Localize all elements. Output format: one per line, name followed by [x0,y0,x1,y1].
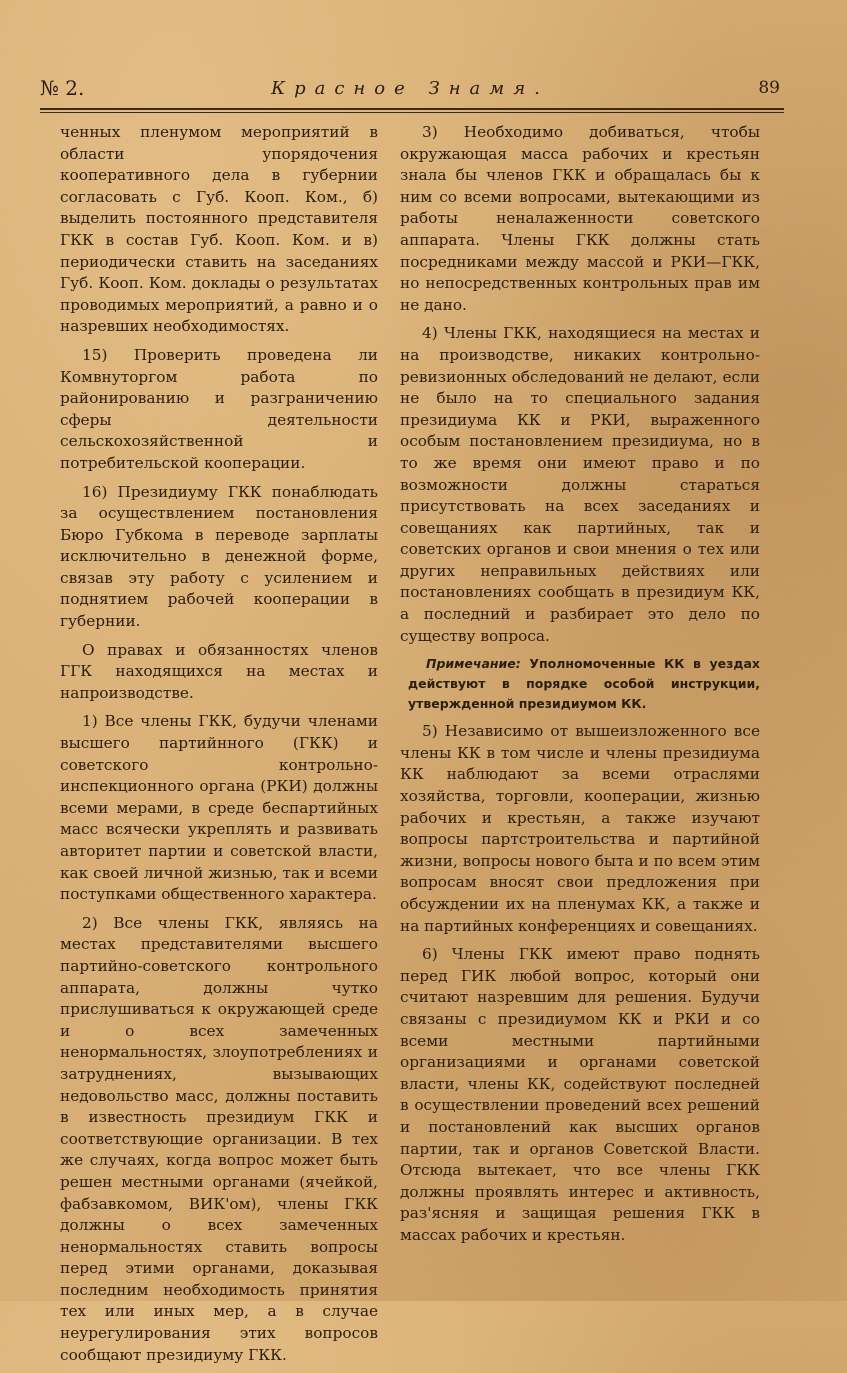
paragraph: 3) Необходимо добиваться, чтобы окружающая масса рабочих и крестьян знала бы членов ГКК и обращалась бы к ним со всеми вопросами, вытекающими из работы неналаженности советского аппарата. Члены ГКК должны стать посредниками между массой и РКИ—ГКК, но непосредственных контрольных прав им не дано. [400,123,760,314]
page-header [40,74,780,108]
paragraph: 15) Проверить проведена ли Комвнуторгом работа по районированию и разграничению сферы деятельности сельскохозяйственной и потребительской кооперации. [60,345,378,472]
paragraph: 16) Президиуму ГКК понаблюдать за осуществлением постановления Бюро Губкома в переводе зарплаты исключительно в денежной форме, связав эту работу с усилением и поднятием рабочей кооперации в губернии. [60,482,378,631]
right-column [400,122,760,1254]
header-rule-thin [40,112,784,113]
page-number: 89 [758,78,780,98]
paragraph: 2) Все члены ГКК, являясь на местах представителями высшего партийно-советского контрольного аппарата, должны чутко прислушиваться к окружающей среде и о всех замеченных ненормальностях, злоупотреблениях и затруднениях, вызывающих недовольство масс, должны поставить в известность президиум ГКК и соответствующие организации. В тех же случаях, когда вопрос может быть решен местными органами (ячейкой, фабзавкомом, ВИК'ом), члены ГКК должны о всех замеченных ненормальностях ставить вопросы перед этими органами, доказывая последним необходимость принятия тех или иных мер, а в случае неурегулирования этих вопросов сообщают президиуму ГКК. [60,913,378,1364]
paragraph: 6) Члены ГКК имеют право поднять перед ГИК любой вопрос, который они считают назревшим для решения. Будучи связаны с президиумом КК и РКИ и со всеми местными партийными организациями и органами советской власти, члены КК, содействуют последней в осуществлении проведений всех решений и постановлений как высших органов партии, так и органов Советской Власти. Отсюда вытекает, что все члены ГКК должны проявлять интерес и активность, раз'ясняя и защищая решения ГКК в массах рабочих и крестьян. [400,945,760,1244]
paragraph: 4) Члены ГКК, находящиеся на местах и на производстве, никаких контрольно-ревизионных обследований не делают, если не было на то специального задания президиума КК и РКИ, выраженного особым постановлением президиума, но в то же время они имеют право и по возможности должны стараться присутствовать на всех заседаниях и совещаниях как партийных, так и советских органов и свои мнения о тех или других неправильных действиях или постановлениях сообщать в президиум КК, а последний и разбирает это дело по существу вопроса. [400,324,760,645]
issue-number: № 2. [40,76,85,100]
paragraph: ченных пленумом мероприятий в области упорядочения кооперативного дела в губернии согласовать с Губ. Кооп. Ком., б) выделить постоянного представителя ГКК в состав Губ. Кооп. Ком. и в) периодически ставить на заседаниях Губ. Кооп. Ком. доклады о результатах проводимых мероприятий, а равно и о назревших необходимостях. [60,123,378,336]
note [408,654,760,714]
note-text: Уполномоченные КК в уездах действуют в порядке особой инструкции, утвержденной президиумом КК. [408,656,760,712]
journal-title: Красное Знамя. [271,78,549,99]
paragraph: 1) Все члены ГКК, будучи членами высшего партийнного (ГКК) и советского контрольно-инспекционного органа (РКИ) должны всеми мерами, в среде беспартийных масс всячески укреплять и развивать авторитет партии и советской власти, как своей личной жизнью, так и всеми поступками общественного характера. [60,712,378,904]
note-label: Примечание: [426,656,521,672]
paragraph: 5) Независимо от вышеизложенного все члены КК в том числе и члены президиума КК наблюдают за всеми отраслями хозяйства, торговли, кооперации, жизнью рабочих и крестьян, а также изучают вопросы партстроительства и партийной жизни, вопросы нового быта и по всем этим вопросам вносят свои предложения при обсуждении их на пленумах КК, а также и на партийных конференциях и совещаниях. [400,722,760,935]
header-rule [40,108,784,110]
left-column [60,122,378,1373]
section-heading: О правах и обязанностях членов ГГК находящихся на местах и напроизводстве. [60,640,378,702]
